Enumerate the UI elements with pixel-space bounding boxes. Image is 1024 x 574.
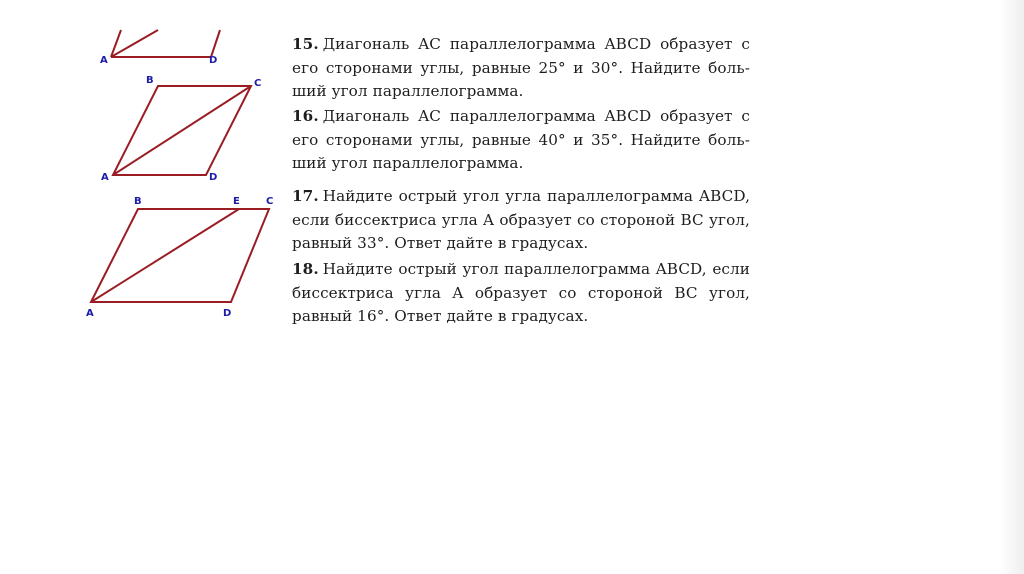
problem-number: 16.: [292, 107, 319, 125]
vertex-label-a: A: [101, 172, 109, 183]
parallelogram-figure-3: [91, 209, 269, 302]
vertex-label-d: D: [223, 308, 232, 319]
parallelogram-figure-2: [113, 86, 251, 175]
vertex-label-d: D: [209, 172, 218, 183]
point-label-e: E: [233, 196, 240, 207]
vertex-label-a: A: [100, 55, 108, 66]
problem-text: Найдите острый угол угла параллелограмма ABCD, если биссектриса угла A образует со стороной BC угол, равный 33°. Ответ дайте в градусах.: [292, 187, 750, 252]
geometry-figures: [0, 0, 290, 330]
diagonal-ac: [111, 30, 158, 57]
problem-number: 15.: [292, 35, 319, 53]
problem-number: 17.: [292, 187, 319, 205]
vertex-label-c: C: [266, 196, 274, 207]
parallelogram-abcd: [91, 209, 269, 302]
problem-text: Диагональ AC параллелограмма ABCD образует с его сторонами углы, равные 25° и 30°. Найдите боль-ший угол параллелограмма.: [292, 35, 750, 100]
problem-17: [292, 185, 750, 256]
problem-18: [292, 258, 750, 329]
vertex-label-a: A: [86, 308, 94, 319]
problem-16: [292, 105, 750, 176]
diagonal-ac: [113, 86, 251, 175]
bisector-ae: [91, 209, 239, 302]
vertex-label-b: B: [134, 196, 142, 207]
vertex-label-b: B: [146, 75, 154, 86]
parallelogram-figure-1: [111, 30, 220, 57]
page-edge-shadow: [1000, 0, 1024, 574]
vertex-label-d: D: [209, 55, 218, 66]
vertex-label-c: C: [254, 78, 262, 89]
problem-number: 18.: [292, 260, 319, 278]
problem-15: [292, 33, 750, 104]
side-dc: [211, 30, 220, 57]
problem-text: Диагональ AC параллелограмма ABCD образует с его сторонами углы, равные 40° и 35°. Найдите боль-ший угол параллелограмма.: [292, 107, 750, 172]
problem-text: Найдите острый угол параллелограмма ABCD, если биссектриса угла A образует со стороной BC угол, равный 16°. Ответ дайте в градусах.: [292, 260, 750, 325]
